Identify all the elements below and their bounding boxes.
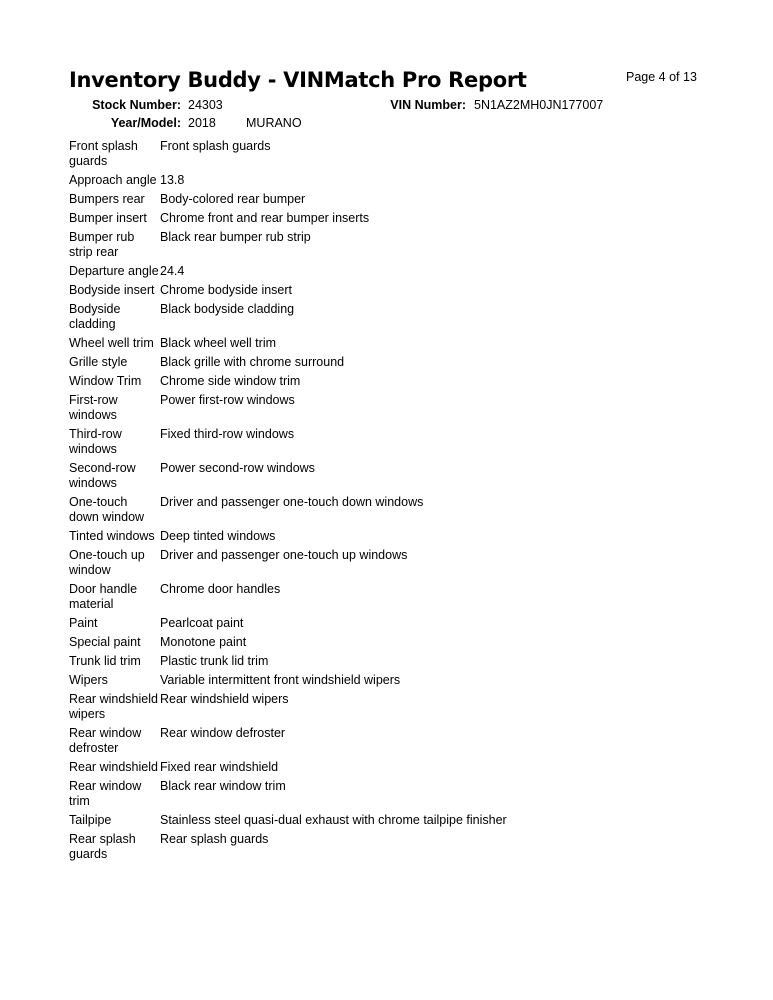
spec-row bbox=[69, 725, 689, 759]
spec-label: Bumper rub strip rear bbox=[69, 230, 135, 259]
spec-row bbox=[69, 691, 689, 725]
spec-label: Door handle material bbox=[69, 582, 138, 611]
spec-label: Rear windshield wipers bbox=[69, 692, 158, 721]
spec-label: One-touch up window bbox=[69, 548, 145, 577]
spec-row bbox=[69, 460, 689, 494]
spec-row bbox=[69, 831, 689, 865]
spec-row bbox=[69, 138, 689, 172]
spec-label: Bodyside cladding bbox=[69, 302, 121, 331]
spec-label: Rear splash guards bbox=[69, 832, 136, 861]
spec-label: Paint bbox=[69, 616, 98, 630]
spec-label: First-row windows bbox=[69, 393, 118, 422]
spec-row bbox=[69, 615, 689, 634]
spec-row bbox=[69, 653, 689, 672]
spec-value: Black rear window trim bbox=[160, 779, 286, 793]
spec-value: Body-colored rear bumper bbox=[160, 192, 306, 206]
spec-row bbox=[69, 373, 689, 392]
spec-row bbox=[69, 210, 689, 229]
report-title: Inventory Buddy - VINMatch Pro Report bbox=[69, 68, 527, 92]
spec-row bbox=[69, 494, 689, 528]
stock-number-value: 24303 bbox=[188, 98, 223, 112]
spec-value: Fixed third-row windows bbox=[160, 427, 295, 441]
spec-label: Special paint bbox=[69, 635, 141, 649]
spec-label: Bumper insert bbox=[69, 211, 147, 225]
spec-row bbox=[69, 191, 689, 210]
spec-label: Grille style bbox=[69, 355, 128, 369]
spec-label: Wheel well trim bbox=[69, 336, 154, 350]
spec-label: Trunk lid trim bbox=[69, 654, 141, 668]
spec-label: Front splash guards bbox=[69, 139, 138, 168]
spec-value: Driver and passenger one-touch down windows bbox=[160, 495, 424, 509]
spec-table bbox=[69, 138, 689, 865]
spec-value: Monotone paint bbox=[160, 635, 247, 649]
spec-value: Chrome front and rear bumper inserts bbox=[160, 211, 370, 225]
spec-value: Rear splash guards bbox=[160, 832, 269, 846]
spec-row bbox=[69, 528, 689, 547]
spec-row bbox=[69, 172, 689, 191]
spec-label: Window Trim bbox=[69, 374, 142, 388]
spec-row bbox=[69, 634, 689, 653]
spec-value: Front splash guards bbox=[160, 139, 271, 153]
spec-row bbox=[69, 672, 689, 691]
vin-number-value: 5N1AZ2MH0JN177007 bbox=[474, 98, 604, 112]
spec-value: Chrome side window trim bbox=[160, 374, 301, 388]
spec-label: Tinted windows bbox=[69, 529, 155, 543]
spec-label: Third-row windows bbox=[69, 427, 122, 456]
spec-label: Rear windshield bbox=[69, 760, 158, 774]
spec-row bbox=[69, 778, 689, 812]
spec-value: 13.8 bbox=[160, 173, 185, 187]
spec-value: Pearlcoat paint bbox=[160, 616, 244, 630]
spec-value: Black grille with chrome surround bbox=[160, 355, 345, 369]
spec-row bbox=[69, 392, 689, 426]
spec-row bbox=[69, 335, 689, 354]
spec-value: Black rear bumper rub strip bbox=[160, 230, 311, 244]
spec-value: Deep tinted windows bbox=[160, 529, 276, 543]
spec-label: Bumpers rear bbox=[69, 192, 145, 206]
spec-label: Rear window defroster bbox=[69, 726, 142, 755]
model-value: MURANO bbox=[246, 116, 302, 130]
vin-number-label: VIN Number: bbox=[390, 98, 466, 112]
spec-row bbox=[69, 263, 689, 282]
spec-label: Bodyside insert bbox=[69, 283, 155, 297]
spec-label: Wipers bbox=[69, 673, 108, 687]
spec-value: Power second-row windows bbox=[160, 461, 315, 475]
spec-label: Rear window trim bbox=[69, 779, 142, 808]
spec-row bbox=[69, 812, 689, 831]
year-value: 2018 bbox=[188, 116, 216, 130]
spec-row bbox=[69, 301, 689, 335]
spec-value: Variable intermittent front windshield wipers bbox=[160, 673, 401, 687]
spec-row bbox=[69, 759, 689, 778]
spec-row bbox=[69, 354, 689, 373]
spec-row bbox=[69, 229, 689, 263]
spec-value: Fixed rear windshield bbox=[160, 760, 279, 774]
spec-row bbox=[69, 426, 689, 460]
spec-value: Rear windshield wipers bbox=[160, 692, 289, 706]
spec-label: Approach angle bbox=[69, 173, 157, 187]
spec-value: Chrome door handles bbox=[160, 582, 281, 596]
spec-row bbox=[69, 581, 689, 615]
spec-value: Rear window defroster bbox=[160, 726, 286, 740]
spec-value: Chrome bodyside insert bbox=[160, 283, 293, 297]
spec-label: Tailpipe bbox=[69, 813, 112, 827]
page-number: Page 4 of 13 bbox=[626, 70, 697, 84]
spec-label: Second-row windows bbox=[69, 461, 136, 490]
spec-row bbox=[69, 282, 689, 301]
spec-value: Plastic trunk lid trim bbox=[160, 654, 269, 668]
spec-value: Power first-row windows bbox=[160, 393, 295, 407]
spec-label: Departure angle bbox=[69, 264, 159, 278]
year-model-label: Year/Model: bbox=[110, 116, 181, 130]
spec-row bbox=[69, 547, 689, 581]
stock-number-label: Stock Number: bbox=[92, 98, 181, 112]
spec-value: Black bodyside cladding bbox=[160, 302, 295, 316]
spec-value: Driver and passenger one-touch up windows bbox=[160, 548, 408, 562]
spec-value: 24.4 bbox=[160, 264, 185, 278]
spec-value: Black wheel well trim bbox=[160, 336, 277, 350]
spec-label: One-touch down window bbox=[69, 495, 145, 524]
spec-value: Stainless steel quasi-dual exhaust with chrome tailpipe finisher bbox=[160, 813, 507, 827]
